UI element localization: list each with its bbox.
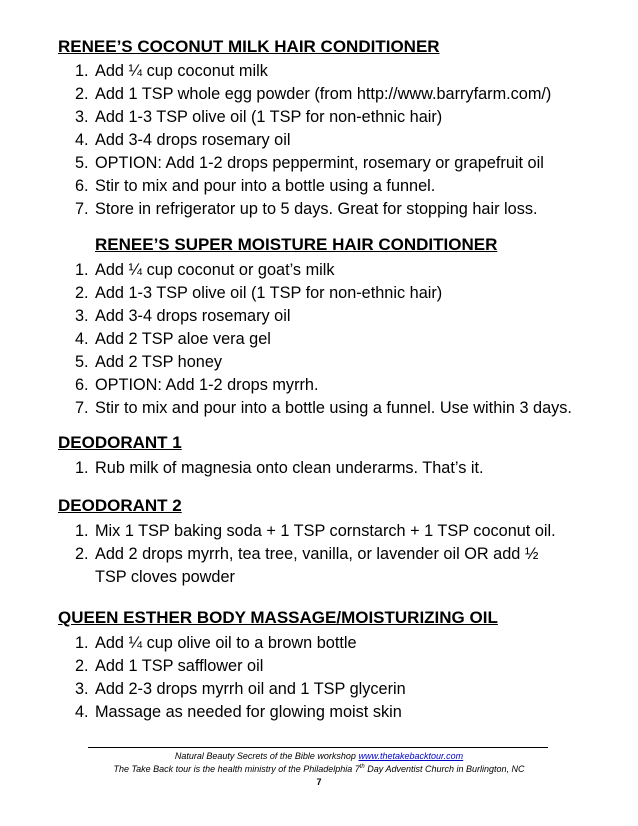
item-number: 2. xyxy=(75,284,89,302)
list-item xyxy=(75,176,435,196)
item-number: 1. xyxy=(75,634,89,652)
item-number: 3. xyxy=(75,108,89,126)
list-item xyxy=(75,633,357,653)
list-item xyxy=(75,61,268,81)
item-number: 2. xyxy=(75,545,89,563)
item-number: 6. xyxy=(75,376,89,394)
item-text: OPTION: Add 1-2 drops myrrh. xyxy=(95,376,319,394)
item-text: Add ¼ cup coconut milk xyxy=(95,62,268,80)
list-item xyxy=(75,352,222,372)
item-number: 5. xyxy=(75,353,89,371)
item-number: 1. xyxy=(75,522,89,540)
list-item xyxy=(75,260,335,280)
section-title-super-moisture-conditioner: RENEE’S SUPER MOISTURE HAIR CONDITIONER xyxy=(95,235,498,254)
item-text: Mix 1 TSP baking soda + 1 TSP cornstarch + 1 TSP coconut oil. xyxy=(95,522,556,540)
list-item xyxy=(75,130,290,150)
item-text: Add 1-3 TSP olive oil (1 TSP for non-ethnic hair) xyxy=(95,108,443,126)
section-title-deodorant-1: DEODORANT 1 xyxy=(58,433,182,452)
list-item xyxy=(75,458,484,478)
footer-website-link[interactable]: www.thetakebacktour.com xyxy=(358,751,464,761)
item-number: 1. xyxy=(75,261,89,279)
item-number: 4. xyxy=(75,131,89,149)
list-item xyxy=(75,375,319,395)
item-number: 5. xyxy=(75,154,89,172)
item-text: Store in refrigerator up to 5 days. Great for stopping hair loss. xyxy=(95,200,538,218)
item-number: 1. xyxy=(75,459,89,477)
list-item xyxy=(75,107,442,127)
footer-divider xyxy=(88,747,548,748)
item-text: Add 2 TSP honey xyxy=(95,353,223,371)
list-item xyxy=(75,306,290,326)
item-text: Add 2 drops myrrh, tea tree, vanilla, or lavender oil OR add ½ xyxy=(95,545,539,563)
item-text: TSP cloves powder xyxy=(95,568,235,586)
item-number: 4. xyxy=(75,703,89,721)
item-text: Stir to mix and pour into a bottle using a funnel. xyxy=(95,177,436,195)
item-text: Add 2-3 drops myrrh oil and 1 TSP glycerin xyxy=(95,680,406,698)
item-text: Add ¼ cup olive oil to a brown bottle xyxy=(95,634,357,652)
item-number: 4. xyxy=(75,330,89,348)
item-number: 6. xyxy=(75,177,89,195)
list-item xyxy=(75,329,271,349)
item-number: 2. xyxy=(75,85,89,103)
list-item xyxy=(75,199,538,219)
item-text: Add ¼ cup coconut or goat’s milk xyxy=(95,261,335,279)
item-text: Rub milk of magnesia onto clean underarms. That’s it. xyxy=(95,459,484,477)
footer-workshop-text: Natural Beauty Secrets of the Bible workshop xyxy=(174,751,356,761)
item-text: Add 1 TSP whole egg powder (from http://www.barryfarm.com/) xyxy=(95,85,552,103)
item-text: OPTION: Add 1-2 drops peppermint, rosemary or grapefruit oil xyxy=(95,154,544,172)
list-item xyxy=(75,656,263,676)
item-text: Add 1 TSP safflower oil xyxy=(95,657,264,675)
item-number: 3. xyxy=(75,307,89,325)
list-item xyxy=(75,398,572,418)
item-number: 7. xyxy=(75,200,89,218)
list-item xyxy=(75,702,402,722)
item-text: Add 1-3 TSP olive oil (1 TSP for non-ethnic hair) xyxy=(95,284,443,302)
item-text: Massage as needed for glowing moist skin xyxy=(95,703,402,721)
item-text: Stir to mix and pour into a bottle using a funnel. Use within 3 days. xyxy=(95,399,572,417)
section-title-body-massage-oil: QUEEN ESTHER BODY MASSAGE/MOISTURIZING OIL xyxy=(58,608,498,627)
list-item xyxy=(75,679,406,699)
list-item-continuation xyxy=(95,567,235,587)
item-number: 7. xyxy=(75,399,89,417)
item-number: 1. xyxy=(75,62,89,80)
item-text: Add 3-4 drops rosemary oil xyxy=(95,131,291,149)
footer-ministry-text-end: Day Adventist Church in Burlington, NC xyxy=(364,764,525,774)
footer-line-2 xyxy=(0,764,638,774)
page-number: 7 xyxy=(316,777,322,787)
item-number: 2. xyxy=(75,657,89,675)
item-number: 3. xyxy=(75,680,89,698)
list-item xyxy=(75,283,442,303)
footer-line-1 xyxy=(0,751,638,761)
item-text: Add 3-4 drops rosemary oil xyxy=(95,307,291,325)
list-item xyxy=(75,153,544,173)
list-item xyxy=(75,521,556,541)
footer-ministry-text: The Take Back tour is the health ministry of the Philadelphia 7 xyxy=(113,764,360,774)
section-title-coconut-milk-conditioner: RENEE’S COCONUT MILK HAIR CONDITIONER xyxy=(58,37,440,56)
section-title-deodorant-2: DEODORANT 2 xyxy=(58,496,182,515)
item-text: Add 2 TSP aloe vera gel xyxy=(95,330,271,348)
list-item xyxy=(75,84,551,104)
list-item xyxy=(75,544,538,564)
footer-superscript: th xyxy=(359,764,365,770)
